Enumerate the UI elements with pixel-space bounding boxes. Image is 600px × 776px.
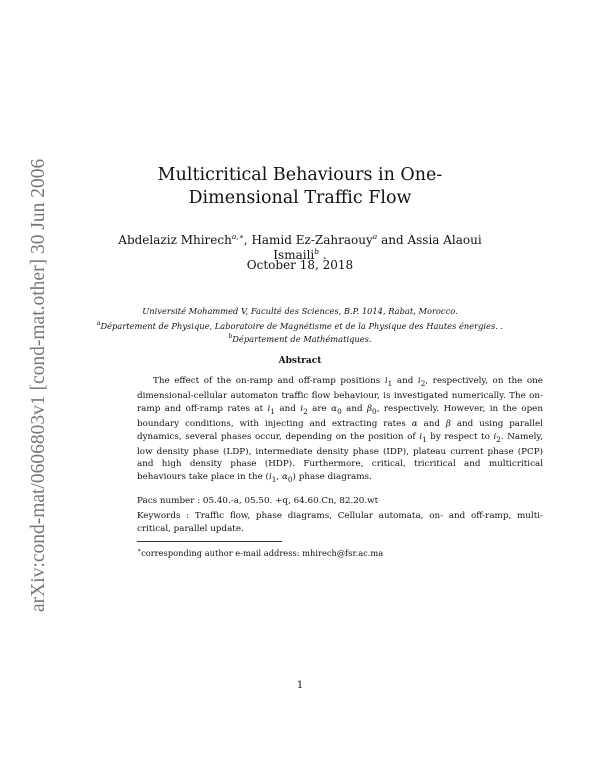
affiliation-text: Département de Mathématiques. (232, 333, 372, 344)
paper-date: October 18, 2018 (246, 258, 354, 272)
author-affiliation-mark: a (372, 232, 378, 241)
author-affiliation-mark: b (314, 247, 320, 256)
author-conjunction: and (381, 233, 404, 247)
affiliation-text: Département de Physique, Laboratoire de Magnétisme et de la Physique des Hautes énergies. . (100, 320, 504, 331)
pacs-numbers: Pacs number : 05.40.-a, 05.50. +q, 64.60.Cn, 82.20.wt (137, 496, 379, 506)
arxiv-identifier: arXiv:cond-mat/0606803v1 [cond-mat.other] 30 Jun 2006 (28, 158, 49, 612)
author-name: Hamid Ez-Zahraouy (251, 233, 373, 247)
affiliation-mark: b (228, 333, 233, 340)
abstract-heading: Abstract (278, 356, 322, 366)
page-number: 1 (296, 680, 304, 691)
paper-title: Multicritical Behaviours in One-Dimensional Traffic Flow (157, 165, 443, 208)
abstract-body: The effect of the on-ramp and off-ramp positions $i_1$ and $i_2$, respectively, on the one dimensional-cellular automaton traffic flow behaviour, is investigated numerically. The on-ramp and off-ramp rates at $i_1$ and $i_2$ are $\alpha_0$ and $\beta_0$, respectively. However, in the open boundary conditions, with injecting and extracting rates α and β and using parallel dynamics, several phases occur, depending on the position of $i_1$ by respect to $i_2$. Namely, low density phase (LDP), intermediate density phase (IDP), plateau current phase (PCP) and high density phase (HDP). Furthermore, critical, tricritical and multicritical behaviours take place in the ($i_1$, $\alpha_0$) phase diagrams. (137, 376, 543, 484)
author-name: Abdelaziz Mhirech (118, 233, 232, 247)
footnote (137, 547, 383, 558)
author-separator: , (243, 233, 252, 247)
footnote-divider (137, 541, 282, 542)
author-list-end: . (319, 248, 327, 262)
affiliation-mark: a (96, 320, 101, 327)
author-affiliation-mark: a,∗ (231, 232, 244, 241)
affiliation-line (100, 331, 500, 345)
affiliation-line: Université Mohammed V, Faculté des Sciences, B.P. 1014, Rabat, Morocco. (142, 306, 458, 316)
author-name: Assia Alaoui Ismaili (273, 233, 482, 262)
keywords: Keywords : Traffic flow, phase diagrams, Cellular automata, on- and off-ramp, multi-critical, parallel update. (137, 511, 543, 534)
footnote-text: corresponding author e-mail address: mhirech@fsr.ac.ma (141, 547, 384, 558)
footnote-mark: ∗ (137, 547, 142, 554)
